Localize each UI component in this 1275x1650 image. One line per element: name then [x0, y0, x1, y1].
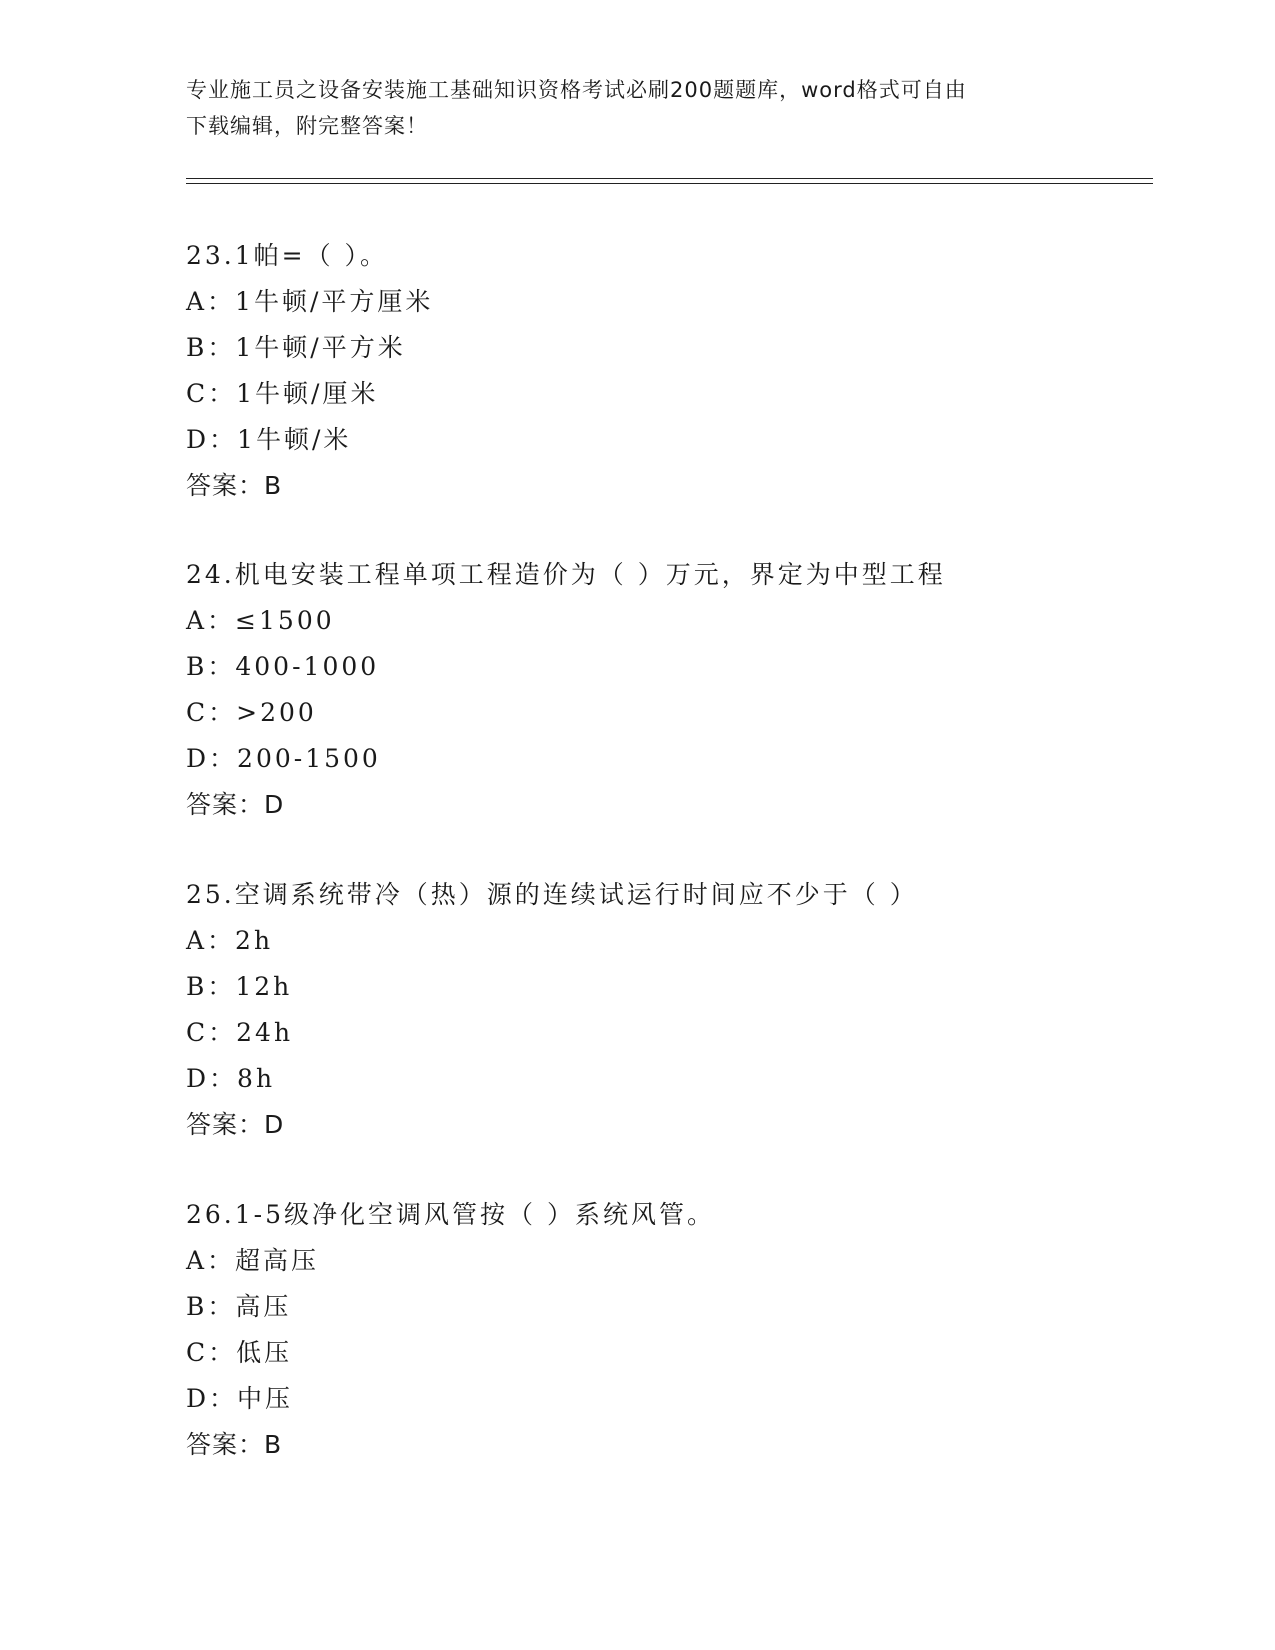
question-stem: 26.1-5级净化空调风管按（ ）系统风管。 [186, 1200, 715, 1229]
question-stem: 23.1帕=（ ）。 [186, 241, 389, 270]
question-23 [186, 233, 1146, 509]
option-d: D：中压 [186, 1384, 294, 1413]
option-b: B：1牛顿/平方米 [186, 333, 406, 362]
option-c: C：低压 [186, 1338, 293, 1367]
question-stem: 24.机电安装工程单项工程造价为（ ）万元，界定为中型工程 [186, 560, 946, 589]
answer-line: 答案：B [186, 471, 283, 500]
option-a: A：2h [186, 926, 274, 955]
option-d: D：200-1500 [186, 744, 381, 773]
question-25 [186, 872, 1146, 1148]
option-c: C：>200 [186, 698, 317, 727]
option-d: D：8h [186, 1064, 276, 1093]
option-a: A：超高压 [186, 1246, 320, 1275]
option-a: A：1牛顿/平方厘米 [186, 287, 434, 316]
document-header [186, 72, 1066, 144]
question-26 [186, 1192, 1146, 1468]
option-b: B：12h [186, 972, 293, 1001]
header-divider-bottom [186, 183, 1153, 184]
answer-line: 答案：D [186, 790, 285, 819]
option-c: C：1牛顿/厘米 [186, 379, 379, 408]
option-b: B：400-1000 [186, 652, 380, 681]
option-c: C：24h [186, 1018, 294, 1047]
question-stem: 25.空调系统带冷（热）源的连续试运行时间应不少于（ ） [186, 880, 918, 909]
answer-line: 答案：B [186, 1430, 283, 1459]
header-line-1: 专业施工员之设备安装施工基础知识资格考试必刷200题题库，word格式可自由 [186, 78, 967, 102]
option-d: D：1牛顿/米 [186, 425, 352, 454]
option-b: B：高压 [186, 1292, 292, 1321]
answer-line: 答案：D [186, 1110, 285, 1139]
question-24 [186, 552, 1146, 828]
option-a: A：≤1500 [186, 606, 335, 635]
header-divider-top [186, 178, 1153, 179]
header-line-2: 下载编辑，附完整答案！ [186, 114, 428, 138]
